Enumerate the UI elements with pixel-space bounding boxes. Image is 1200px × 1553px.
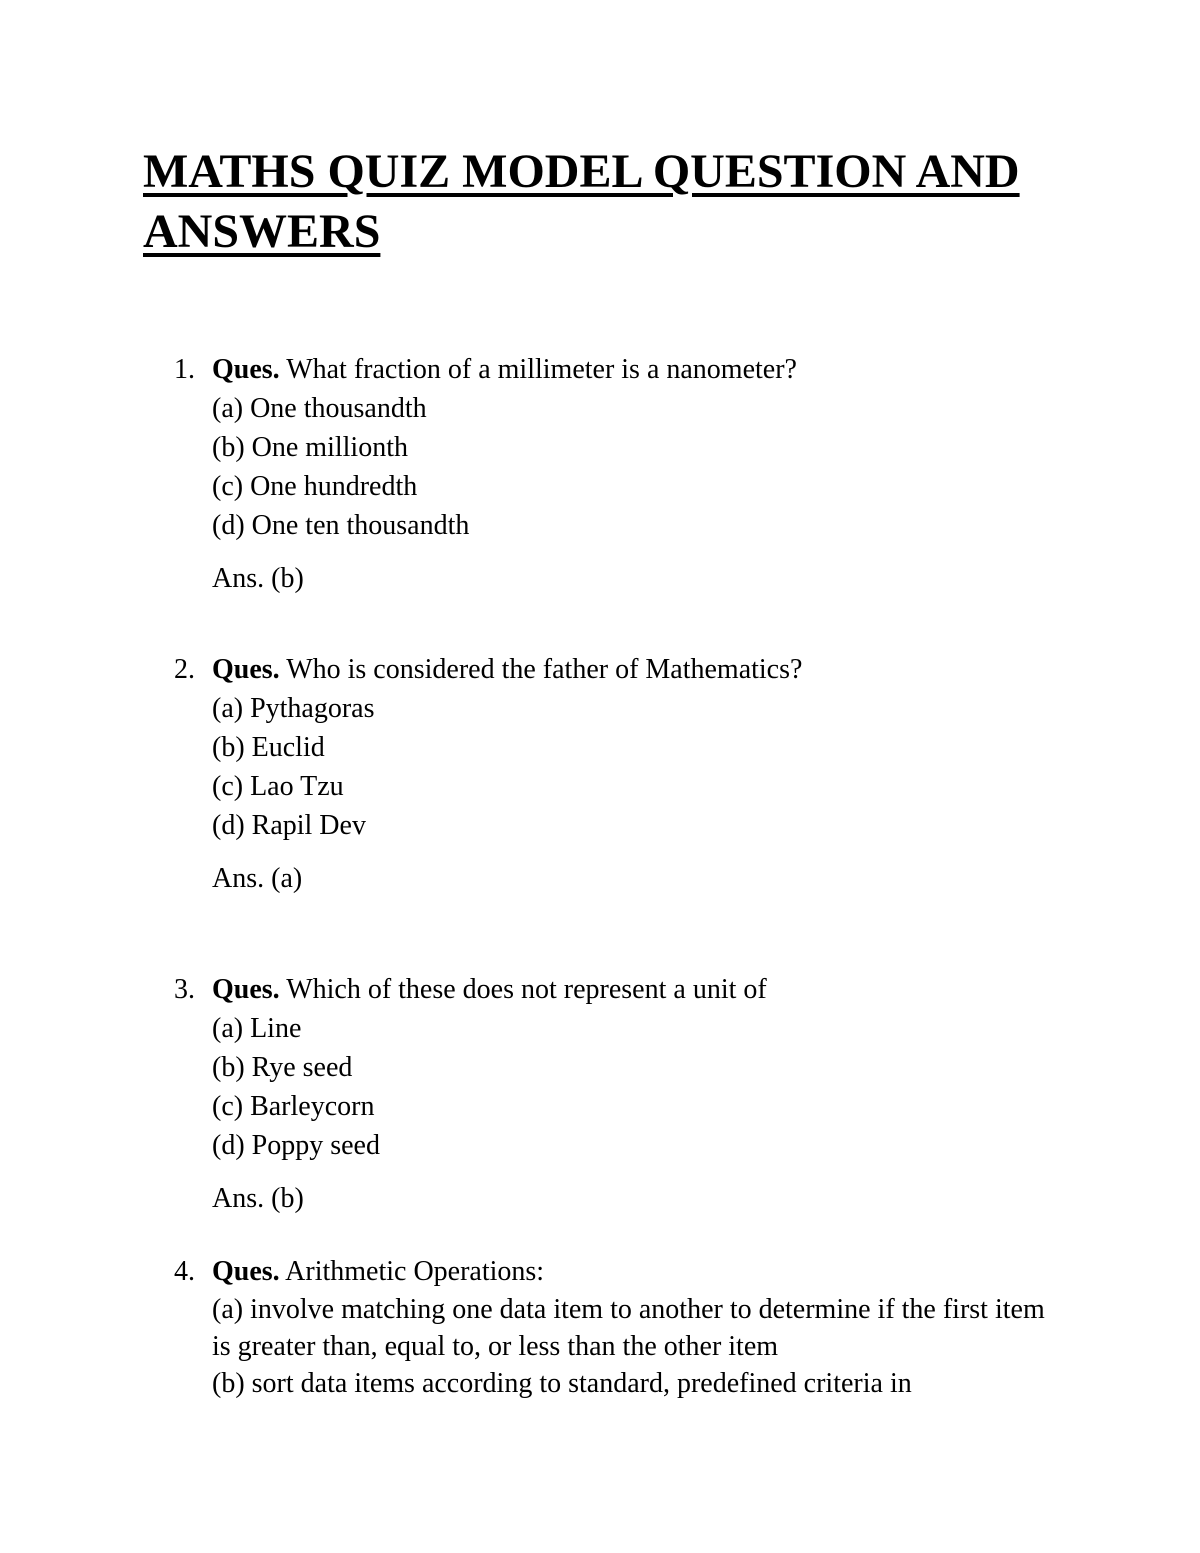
option-a: (a) Pythagoras	[212, 693, 375, 724]
option-d: (d) Poppy seed	[212, 1130, 380, 1161]
question-text: What fraction of a millimeter is a nanometer?	[286, 354, 797, 385]
option-c: (c) Lao Tzu	[212, 771, 344, 802]
question-label: Ques.	[212, 354, 280, 385]
option-d: (d) One ten thousandth	[212, 510, 470, 541]
option-a: (a) Line	[212, 1013, 302, 1044]
question-number: 4.	[174, 1256, 195, 1287]
option-b: (b) Rye seed	[212, 1052, 353, 1083]
option-d: (d) Rapil Dev	[212, 810, 366, 841]
question-line	[174, 350, 1054, 389]
question-2	[174, 650, 1054, 898]
option-a: (a) involve matching one data item to another to determine if the first item is greater than, equal to, or less than the other item	[212, 1294, 1045, 1362]
question-number: 1.	[174, 354, 195, 385]
option-b: (b) sort data items according to standard, predefined criteria in	[212, 1368, 912, 1399]
question-label: Ques.	[212, 654, 280, 685]
option-list	[212, 689, 1054, 845]
question-line	[174, 650, 1054, 689]
page-title: MATHS QUIZ MODEL QUESTION AND ANSWERS	[143, 145, 1020, 258]
option-list	[212, 1291, 1054, 1402]
option-c: (c) Barleycorn	[212, 1091, 375, 1122]
option-b: (b) One millionth	[212, 432, 408, 463]
answer: Ans. (a)	[212, 863, 303, 894]
question-label: Ques.	[212, 974, 280, 1005]
question-3	[174, 970, 1054, 1218]
question-text: Who is considered the father of Mathematics?	[286, 654, 803, 685]
question-text: Which of these does not represent a unit of	[286, 974, 767, 1005]
question-line	[174, 1252, 1054, 1291]
answer: Ans. (b)	[212, 1183, 304, 1214]
option-list	[212, 1009, 1054, 1165]
question-number: 2.	[174, 654, 195, 685]
option-c: (c) One hundredth	[212, 471, 418, 502]
option-a: (a) One thousandth	[212, 393, 427, 424]
question-number: 3.	[174, 974, 195, 1005]
question-label: Ques.	[212, 1256, 280, 1287]
question-line	[174, 970, 1054, 1009]
question-text: Arithmetic Operations:	[285, 1256, 545, 1287]
question-4	[174, 1252, 1054, 1402]
option-list	[212, 389, 1054, 545]
option-b: (b) Euclid	[212, 732, 325, 763]
question-1	[174, 350, 1054, 598]
answer: Ans. (b)	[212, 563, 304, 594]
